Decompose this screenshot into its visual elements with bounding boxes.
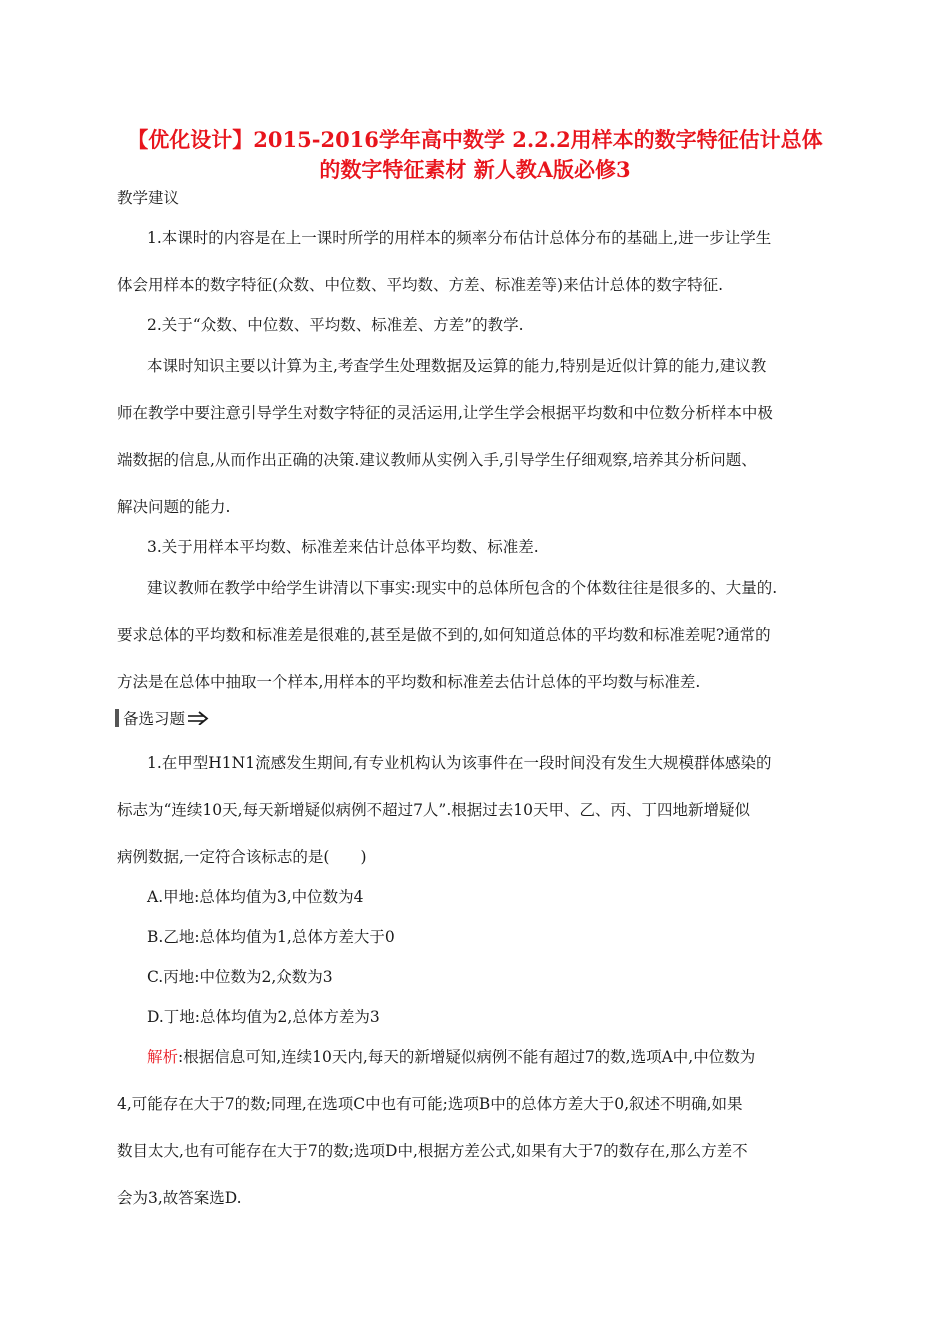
analysis-line: 数目太大,也有可能存在大于7的数;选项D中,根据方差公式,如果有大于7的数存在,那么方差不	[117, 1142, 748, 1160]
teaching-paragraph-line: 2.关于“众数、中位数、平均数、标准差、方差”的教学.	[147, 316, 524, 334]
option-c: C.丙地:中位数为2,众数为3	[147, 968, 333, 986]
teaching-paragraph-line: 解决问题的能力.	[117, 498, 231, 516]
section-heading-teaching: 教学建议	[117, 189, 180, 207]
section-heading-exercises	[115, 707, 209, 729]
analysis-line	[147, 1046, 755, 1068]
teaching-paragraph-line: 建议教师在教学中给学生讲清以下事实:现实中的总体所包含的个体数往往是很多的、大量的.	[147, 579, 778, 597]
option-a: A.甲地:总体均值为3,中位数为4	[147, 888, 364, 906]
teaching-paragraph-line: 3.关于用样本平均数、标准差来估计总体平均数、标准差.	[147, 538, 539, 556]
exercises-heading-label: 备选习题	[123, 710, 186, 728]
analysis-label: 解析	[147, 1048, 179, 1066]
teaching-paragraph-line: 师在教学中要注意引导学生对数字特征的灵活运用,让学生学会根据平均数和中位数分析样本中极	[117, 404, 773, 422]
option-d: D.丁地:总体均值为2,总体方差为3	[147, 1008, 380, 1026]
document-title-line-2: 的数字特征素材 新人教A版必修3	[319, 157, 631, 182]
teaching-paragraph-line: 方法是在总体中抽取一个样本,用样本的平均数和标准差去估计总体的平均数与标准差.	[117, 673, 701, 691]
teaching-paragraph-line: 体会用样本的数字特征(众数、中位数、平均数、方差、标准差等)来估计总体的数字特征.	[117, 276, 724, 294]
teaching-paragraph-line: 端数据的信息,从而作出正确的决策.建议教师从实例入手,引导学生仔细观察,培养其分析问题、	[117, 451, 757, 469]
teaching-paragraph-line: 1.本课时的内容是在上一课时所学的用样本的频率分布估计总体分布的基础上,进一步让学生	[147, 229, 772, 247]
document-title-line-1: 【优化设计】2015-2016学年高中数学 2.2.2用样本的数字特征估计总体	[127, 127, 823, 152]
question-line: 病例数据,一定符合该标志的是( )	[117, 848, 367, 866]
question-line: 1.在甲型H1N1流感发生期间,有专业机构认为该事件在一段时间没有发生大规模群体感染的	[147, 754, 772, 772]
analysis-line: 会为3,故答案选D.	[117, 1189, 242, 1207]
teaching-paragraph-line: 本课时知识主要以计算为主,考查学生处理数据及运算的能力,特别是近似计算的能力,建议教	[147, 357, 767, 375]
section-marker-bar	[115, 709, 119, 727]
arrow-right-icon	[187, 711, 209, 725]
analysis-line: 4,可能存在大于7的数;同理,在选项C中也有可能;选项B中的总体方差大于0,叙述不明确,如果	[117, 1095, 743, 1113]
teaching-paragraph-line: 要求总体的平均数和标准差是很难的,甚至是做不到的,如何知道总体的平均数和标准差呢?通常的	[117, 626, 771, 644]
option-b: B.乙地:总体均值为1,总体方差大于0	[147, 928, 395, 946]
question-line: 标志为“连续10天,每天新增疑似病例不超过7人”.根据过去10天甲、乙、丙、丁四地新增疑似	[117, 801, 751, 819]
analysis-text: :根据信息可知,连续10天内,每天的新增疑似病例不能有超过7的数,选项A中,中位数为	[178, 1048, 756, 1066]
